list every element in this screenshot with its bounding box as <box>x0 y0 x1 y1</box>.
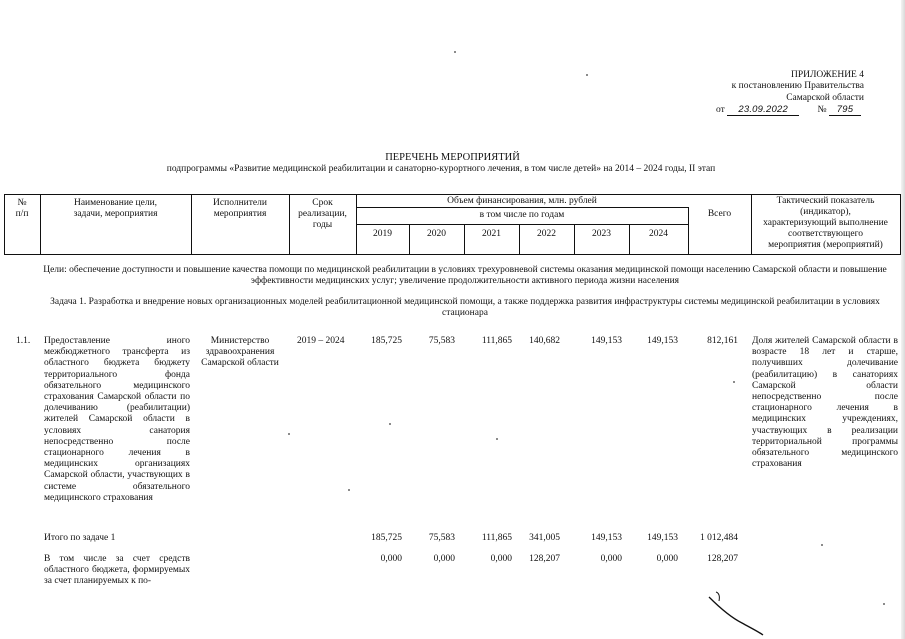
signature-number: 795 <box>829 104 861 116</box>
header-year-2021: 2021 <box>482 229 501 239</box>
row-1-1-term: 2019 – 2024 <box>297 336 345 346</box>
regional-budget-2021: 0,000 <box>490 554 512 564</box>
regional-budget-total: 128,207 <box>707 554 738 564</box>
scan-speck <box>586 74 588 76</box>
regional-budget-2022: 128,207 <box>529 554 560 564</box>
goal-text: Цели: обеспечение доступности и повышение качества помощи по медицинской реабилитации в условиях трехуровневой системы оказания медицинской помощи населению Самарской области и повышение эффективности медицинских услуг; увеличение продолжительности активного периода жизни населения <box>43 265 887 287</box>
date-prefix: от <box>716 105 725 115</box>
appendix-block <box>620 70 864 104</box>
row-1-1-value-2024: 149,153 <box>647 336 678 346</box>
task-1-total-2020: 75,583 <box>428 533 455 543</box>
row-1-1-value-2022: 140,682 <box>529 336 560 346</box>
scan-speck <box>454 51 456 53</box>
row-1-1-value-2021: 111,865 <box>481 336 512 346</box>
row-1-1-executor: Министерство здравоохранения Самарской области <box>201 336 279 369</box>
row-1-1-total: 812,161 <box>707 336 738 346</box>
scan-speck <box>389 423 391 425</box>
regional-budget-2023: 0,000 <box>600 554 622 564</box>
scan-speck <box>733 381 735 383</box>
scan-speck <box>348 489 350 491</box>
number-prefix: № <box>817 105 827 115</box>
regional-budget-2019: 0,000 <box>380 554 402 564</box>
task-1-total-2021: 111,865 <box>481 533 512 543</box>
signature-mark <box>704 589 768 637</box>
task-1-total-2023: 149,153 <box>591 533 622 543</box>
header-year-2024: 2024 <box>649 229 668 239</box>
header-year-2019: 2019 <box>373 229 392 239</box>
task-1-total-2019: 185,725 <box>371 533 402 543</box>
appendix-line3: Самарской области <box>786 92 864 103</box>
header-year-2020: 2020 <box>427 229 446 239</box>
task-text: Задача 1. Разработка и внедрение новых организационных моделей реабилитационной медицинской помощи, а также поддержка развития инфраструктуры системы медицинской реабилитации в условиях стационара <box>50 297 880 319</box>
task-1-total-2024: 149,153 <box>647 533 678 543</box>
scan-speck <box>288 433 290 435</box>
row-1-1-name: Предоставление иного межбюджетного трансферта из областного бюджета бюджету территориального фонда обязательного медицинского страхования Самарской области по долечиванию (реабилитации) жителей Самарской области в условиях санатория непосредственно после стационарного лечения в медицинских организациях Самарской области, участвующих в системе обязательного медицинского страхования <box>44 336 190 503</box>
header-year-2022: 2022 <box>537 229 556 239</box>
regional-budget-label: В том числе за счет средств областного бюджета, формируемых за счет планируемых к по- <box>44 554 190 587</box>
document-subtitle: подпрограммы «Развитие медицинской реабилитации и санаторно-курортного лечения, в том числе детей» на 2014 – 2024 годы, II этап <box>166 164 716 174</box>
appendix-date-line <box>716 104 876 116</box>
scan-edge <box>901 0 905 639</box>
task-1-total-2022: 341,005 <box>529 533 560 543</box>
row-1-1-value-2019: 185,725 <box>371 336 402 346</box>
header-executors: Исполнители мероприятия <box>213 198 267 219</box>
document-title: ПЕРЕЧЕНЬ МЕРОПРИЯТИЙ <box>385 152 520 163</box>
row-1-1-value-2020: 75,583 <box>428 336 455 346</box>
header-name: Наименование цели, задачи, мероприятия <box>73 198 158 219</box>
header-total: Всего <box>707 209 732 219</box>
task-1-total-all: 1 012,484 <box>700 533 738 543</box>
appendix-line2: к постановлению Правительства <box>731 81 864 92</box>
header-year-2023: 2023 <box>592 229 611 239</box>
scan-speck <box>821 544 823 546</box>
header-funding-subtitle: в том числе по годам <box>479 210 565 220</box>
header-number: № п/п <box>15 198 29 219</box>
row-1-1-indicator: Доля жителей Самарской области в возрасте 18 лет и старше, получивших долечивание (реабилитацию) в санаториях Самарской области непосредственно после стационарного лечения в медицинских учреждениях, участвующих в реализации территориальной программы обязательного медицинского страхования <box>752 336 898 470</box>
regional-budget-2024: 0,000 <box>656 554 678 564</box>
row-1-1-value-2023: 149,153 <box>591 336 622 346</box>
scan-speck <box>496 438 498 440</box>
row-1-1-number: 1.1. <box>16 336 31 346</box>
signature-date: 23.09.2022 <box>727 104 799 116</box>
task-1-total-label: Итого по задаче 1 <box>44 533 116 543</box>
header-term: Срок реализации, годы <box>298 198 347 230</box>
header-funding: Объем финансирования, млн. рублей <box>447 196 597 206</box>
scan-speck <box>883 603 885 605</box>
header-indicator: Тактический показатель (индикатор), характеризующий выполнение соответствующего мероприятия (мероприятий) <box>763 196 888 250</box>
regional-budget-2020: 0,000 <box>433 554 455 564</box>
appendix-title: ПРИЛОЖЕНИЕ 4 <box>790 70 864 80</box>
